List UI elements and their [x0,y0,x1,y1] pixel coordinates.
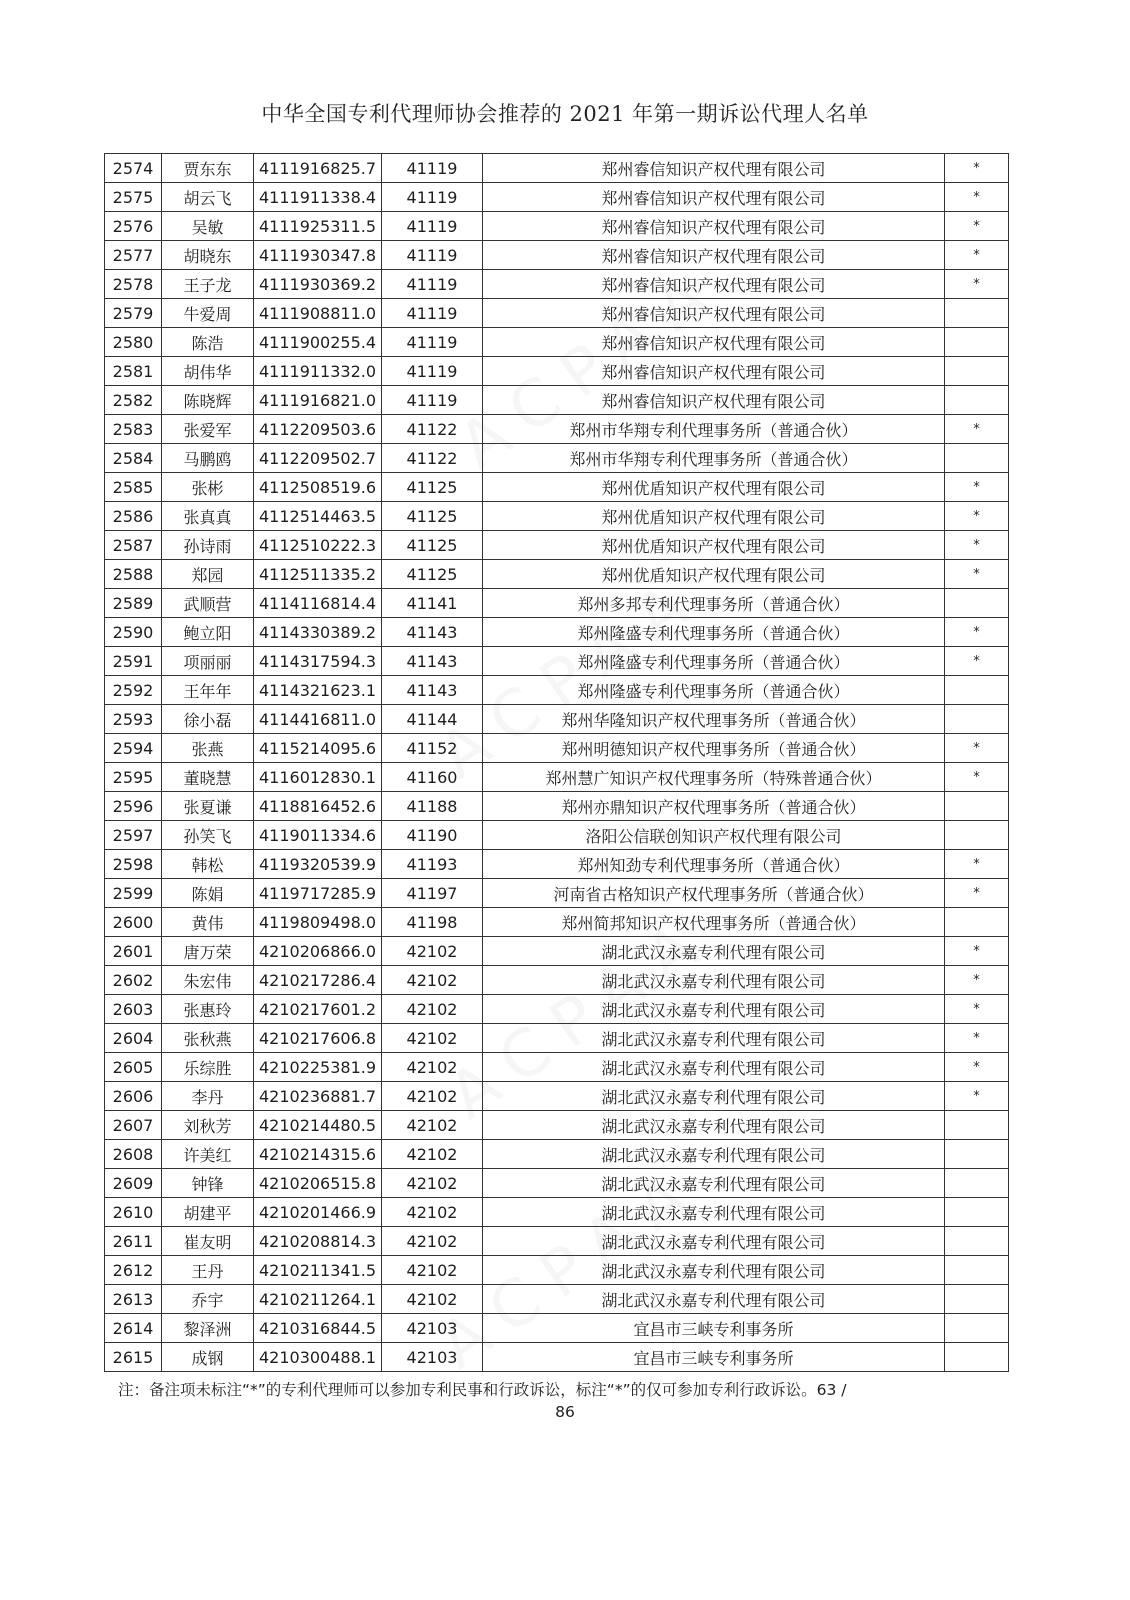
table-row [105,1343,1009,1372]
table-row [105,560,1009,589]
serial-number-cell: 2585 [105,473,162,502]
remark-cell [945,357,1009,386]
agency-code-cell: 41152 [382,734,483,763]
table-row [105,734,1009,763]
serial-number-cell: 2591 [105,647,162,676]
serial-number-cell: 2614 [105,1314,162,1343]
table-row [105,357,1009,386]
agent-name-cell: 胡伟华 [162,357,254,386]
agency-code-cell: 41125 [382,473,483,502]
agent-name-cell: 乐综胜 [162,1053,254,1082]
certificate-number-cell: 4112511335.2 [254,560,382,589]
agency-code-cell: 41119 [382,241,483,270]
agent-name-cell: 唐万荣 [162,937,254,966]
agency-code-cell: 41141 [382,589,483,618]
serial-number-cell: 2608 [105,1140,162,1169]
agent-name-cell: 郑园 [162,560,254,589]
certificate-number-cell: 4119011334.6 [254,821,382,850]
agency-code-cell: 41125 [382,560,483,589]
serial-number-cell: 2581 [105,357,162,386]
agency-code-cell: 42102 [382,1111,483,1140]
remark-cell [945,1343,1009,1372]
table-row [105,270,1009,299]
remark-cell: * [945,241,1009,270]
agency-code-cell: 41160 [382,763,483,792]
agent-name-cell: 许美红 [162,1140,254,1169]
agency-name-cell: 宜昌市三峡专利事务所 [483,1343,945,1372]
agency-code-cell: 42102 [382,1169,483,1198]
certificate-number-cell: 4114317594.3 [254,647,382,676]
certificate-number-cell: 4210214315.6 [254,1140,382,1169]
table-row [105,154,1009,183]
serial-number-cell: 2599 [105,879,162,908]
agent-name-cell: 成钢 [162,1343,254,1372]
table-row [105,850,1009,879]
agency-name-cell: 郑州多邦专利代理事务所（普通合伙） [483,589,945,618]
agency-code-cell: 41143 [382,618,483,647]
agency-name-cell: 郑州隆盛专利代理事务所（普通合伙） [483,676,945,705]
agent-name-cell: 董晓慧 [162,763,254,792]
agent-name-cell: 崔友明 [162,1227,254,1256]
agency-name-cell: 湖北武汉永嘉专利代理有限公司 [483,1140,945,1169]
agent-name-cell: 李丹 [162,1082,254,1111]
certificate-number-cell: 4210225381.9 [254,1053,382,1082]
agency-code-cell: 41188 [382,792,483,821]
agency-code-cell: 42102 [382,937,483,966]
table-row [105,386,1009,415]
agency-code-cell: 41119 [382,328,483,357]
certificate-number-cell: 4111908811.0 [254,299,382,328]
remark-cell: * [945,850,1009,879]
agency-code-cell: 41119 [382,270,483,299]
serial-number-cell: 2586 [105,502,162,531]
serial-number-cell: 2601 [105,937,162,966]
serial-number-cell: 2593 [105,705,162,734]
certificate-number-cell: 4119717285.9 [254,879,382,908]
agency-name-cell: 郑州华隆知识产权代理事务所（普通合伙） [483,705,945,734]
table-row [105,1024,1009,1053]
agency-code-cell: 42102 [382,1024,483,1053]
remark-cell [945,1256,1009,1285]
serial-number-cell: 2597 [105,821,162,850]
table-row [105,241,1009,270]
agency-name-cell: 郑州睿信知识产权代理有限公司 [483,241,945,270]
agent-name-cell: 陈浩 [162,328,254,357]
serial-number-cell: 2580 [105,328,162,357]
serial-number-cell: 2587 [105,531,162,560]
certificate-number-cell: 4111911338.4 [254,183,382,212]
remark-cell [945,1198,1009,1227]
agency-code-cell: 42102 [382,995,483,1024]
table-row [105,1082,1009,1111]
serial-number-cell: 2611 [105,1227,162,1256]
agency-code-cell: 41119 [382,154,483,183]
remark-cell [945,821,1009,850]
serial-number-cell: 2574 [105,154,162,183]
agent-name-cell: 王子龙 [162,270,254,299]
remark-cell [945,328,1009,357]
remark-cell [945,676,1009,705]
serial-number-cell: 2604 [105,1024,162,1053]
agent-name-cell: 项丽丽 [162,647,254,676]
remark-cell [945,1111,1009,1140]
agency-code-cell: 41122 [382,444,483,473]
table-row [105,1169,1009,1198]
agent-name-cell: 陈晓辉 [162,386,254,415]
serial-number-cell: 2607 [105,1111,162,1140]
remark-cell: * [945,473,1009,502]
remark-cell [945,1227,1009,1256]
agency-name-cell: 郑州优盾知识产权代理有限公司 [483,531,945,560]
agency-code-cell: 42102 [382,966,483,995]
agency-code-cell: 42102 [382,1256,483,1285]
remark-cell: * [945,531,1009,560]
remark-cell: * [945,995,1009,1024]
certificate-number-cell: 4119320539.9 [254,850,382,879]
agent-name-cell: 张燕 [162,734,254,763]
agency-code-cell: 41119 [382,299,483,328]
table-row [105,415,1009,444]
table-row [105,1227,1009,1256]
serial-number-cell: 2615 [105,1343,162,1372]
remark-cell [945,908,1009,937]
table-row [105,531,1009,560]
agent-name-cell: 张爱军 [162,415,254,444]
page-number: 86 [555,1403,575,1421]
agency-name-cell: 郑州睿信知识产权代理有限公司 [483,299,945,328]
agent-name-cell: 孙笑飞 [162,821,254,850]
agency-code-cell: 41119 [382,183,483,212]
table-row [105,1285,1009,1314]
agent-name-cell: 牛爱周 [162,299,254,328]
agency-code-cell: 41190 [382,821,483,850]
agent-name-cell: 张秋燕 [162,1024,254,1053]
remark-cell: * [945,212,1009,241]
serial-number-cell: 2579 [105,299,162,328]
agent-name-cell: 张真真 [162,502,254,531]
certificate-number-cell: 4114330389.2 [254,618,382,647]
agent-roster-table [104,153,1009,1372]
table-row [105,1053,1009,1082]
agency-name-cell: 郑州隆盛专利代理事务所（普通合伙） [483,647,945,676]
certificate-number-cell: 4119809498.0 [254,908,382,937]
agent-name-cell: 孙诗雨 [162,531,254,560]
agency-name-cell: 郑州慧广知识产权代理事务所（特殊普通合伙） [483,763,945,792]
table-row [105,763,1009,792]
agency-name-cell: 湖北武汉永嘉专利代理有限公司 [483,1082,945,1111]
certificate-number-cell: 4114321623.1 [254,676,382,705]
agency-name-cell: 湖北武汉永嘉专利代理有限公司 [483,937,945,966]
table-row [105,502,1009,531]
table-row [105,1140,1009,1169]
agency-code-cell: 41198 [382,908,483,937]
table-row [105,1111,1009,1140]
certificate-number-cell: 4210211264.1 [254,1285,382,1314]
certificate-number-cell: 4118816452.6 [254,792,382,821]
remark-cell: * [945,1024,1009,1053]
certificate-number-cell: 4112209503.6 [254,415,382,444]
agency-name-cell: 郑州市华翔专利代理事务所（普通合伙） [483,444,945,473]
serial-number-cell: 2613 [105,1285,162,1314]
certificate-number-cell: 4210214480.5 [254,1111,382,1140]
certificate-number-cell: 4111900255.4 [254,328,382,357]
agent-name-cell: 钟锋 [162,1169,254,1198]
certificate-number-cell: 4112514463.5 [254,502,382,531]
certificate-number-cell: 4112209502.7 [254,444,382,473]
table-row [105,589,1009,618]
certificate-number-cell: 4210201466.9 [254,1198,382,1227]
remark-cell: * [945,502,1009,531]
serial-number-cell: 2602 [105,966,162,995]
table-body [105,154,1009,1372]
remark-cell [945,299,1009,328]
agent-name-cell: 陈娟 [162,879,254,908]
agency-name-cell: 郑州睿信知识产权代理有限公司 [483,386,945,415]
serial-number-cell: 2578 [105,270,162,299]
serial-number-cell: 2592 [105,676,162,705]
serial-number-cell: 2594 [105,734,162,763]
table-row [105,676,1009,705]
serial-number-cell: 2582 [105,386,162,415]
serial-number-cell: 2584 [105,444,162,473]
agency-code-cell: 42102 [382,1082,483,1111]
remark-cell: * [945,560,1009,589]
certificate-number-cell: 4210217601.2 [254,995,382,1024]
agency-code-cell: 41122 [382,415,483,444]
table-row [105,618,1009,647]
agency-name-cell: 郑州睿信知识产权代理有限公司 [483,357,945,386]
agency-name-cell: 洛阳公信联创知识产权代理有限公司 [483,821,945,850]
agent-name-cell: 胡建平 [162,1198,254,1227]
table-row [105,1256,1009,1285]
table-row [105,473,1009,502]
agency-name-cell: 湖北武汉永嘉专利代理有限公司 [483,1169,945,1198]
serial-number-cell: 2590 [105,618,162,647]
serial-number-cell: 2589 [105,589,162,618]
agent-name-cell: 王年年 [162,676,254,705]
certificate-number-cell: 4210217286.4 [254,966,382,995]
agency-name-cell: 湖北武汉永嘉专利代理有限公司 [483,1256,945,1285]
agent-name-cell: 胡云飞 [162,183,254,212]
table-row [105,647,1009,676]
table-row [105,995,1009,1024]
agency-name-cell: 郑州睿信知识产权代理有限公司 [483,154,945,183]
certificate-number-cell: 4112508519.6 [254,473,382,502]
table-row [105,705,1009,734]
remark-cell [945,1285,1009,1314]
agency-code-cell: 41197 [382,879,483,908]
agency-code-cell: 42102 [382,1285,483,1314]
page-title: 中华全国专利代理师协会推荐的 2021 年第一期诉讼代理人名单 [261,102,869,126]
remark-cell [945,444,1009,473]
remark-cell: * [945,763,1009,792]
serial-number-cell: 2610 [105,1198,162,1227]
certificate-number-cell: 4210300488.1 [254,1343,382,1372]
agency-code-cell: 41119 [382,357,483,386]
remark-cell [945,705,1009,734]
agency-code-cell: 42102 [382,1140,483,1169]
agent-name-cell: 胡晓东 [162,241,254,270]
table-row [105,328,1009,357]
table-row [105,792,1009,821]
agency-name-cell: 宜昌市三峡专利事务所 [483,1314,945,1343]
certificate-number-cell: 4114116814.4 [254,589,382,618]
agency-name-cell: 郑州简邦知识产权代理事务所（普通合伙） [483,908,945,937]
agency-name-cell: 郑州明德知识产权代理事务所（普通合伙） [483,734,945,763]
serial-number-cell: 2598 [105,850,162,879]
remark-cell: * [945,270,1009,299]
serial-number-cell: 2588 [105,560,162,589]
agency-name-cell: 湖北武汉永嘉专利代理有限公司 [483,1111,945,1140]
agency-name-cell: 湖北武汉永嘉专利代理有限公司 [483,1285,945,1314]
table-row [105,212,1009,241]
serial-number-cell: 2576 [105,212,162,241]
remark-cell: * [945,154,1009,183]
table-row [105,966,1009,995]
remark-cell: * [945,966,1009,995]
agent-name-cell: 朱宏伟 [162,966,254,995]
agent-name-cell: 张惠玲 [162,995,254,1024]
agent-name-cell: 张夏谦 [162,792,254,821]
remark-cell: * [945,734,1009,763]
agency-code-cell: 41144 [382,705,483,734]
certificate-number-cell: 4210217606.8 [254,1024,382,1053]
agency-name-cell: 郑州睿信知识产权代理有限公司 [483,183,945,212]
serial-number-cell: 2605 [105,1053,162,1082]
remark-cell: * [945,618,1009,647]
agency-name-cell: 湖北武汉永嘉专利代理有限公司 [483,966,945,995]
agency-code-cell: 41119 [382,386,483,415]
agency-code-cell: 42102 [382,1227,483,1256]
certificate-number-cell: 4210211341.5 [254,1256,382,1285]
certificate-number-cell: 4115214095.6 [254,734,382,763]
certificate-number-cell: 4210206515.8 [254,1169,382,1198]
table-row [105,1198,1009,1227]
agency-name-cell: 湖北武汉永嘉专利代理有限公司 [483,995,945,1024]
certificate-number-cell: 4210316844.5 [254,1314,382,1343]
agency-name-cell: 郑州市华翔专利代理事务所（普通合伙） [483,415,945,444]
remark-cell: * [945,1053,1009,1082]
remark-cell [945,1169,1009,1198]
agency-name-cell: 郑州睿信知识产权代理有限公司 [483,270,945,299]
agent-name-cell: 黎泽洲 [162,1314,254,1343]
agency-name-cell: 郑州隆盛专利代理事务所（普通合伙） [483,618,945,647]
table-row [105,908,1009,937]
agency-name-cell: 郑州知劲专利代理事务所（普通合伙） [483,850,945,879]
table-row [105,821,1009,850]
table-row [105,1314,1009,1343]
remark-cell [945,1140,1009,1169]
serial-number-cell: 2609 [105,1169,162,1198]
certificate-number-cell: 4111916825.7 [254,154,382,183]
certificate-number-cell: 4111930347.8 [254,241,382,270]
agency-name-cell: 湖北武汉永嘉专利代理有限公司 [483,1198,945,1227]
serial-number-cell: 2595 [105,763,162,792]
remark-cell: * [945,879,1009,908]
agency-name-cell: 郑州优盾知识产权代理有限公司 [483,560,945,589]
agent-name-cell: 徐小磊 [162,705,254,734]
remark-cell [945,1314,1009,1343]
table-row [105,299,1009,328]
agency-name-cell: 湖北武汉永嘉专利代理有限公司 [483,1227,945,1256]
agency-code-cell: 41143 [382,647,483,676]
agency-name-cell: 湖北武汉永嘉专利代理有限公司 [483,1024,945,1053]
agency-name-cell: 郑州优盾知识产权代理有限公司 [483,473,945,502]
agency-name-cell: 湖北武汉永嘉专利代理有限公司 [483,1053,945,1082]
certificate-number-cell: 4112510222.3 [254,531,382,560]
table-row [105,937,1009,966]
agency-code-cell: 42103 [382,1314,483,1343]
serial-number-cell: 2596 [105,792,162,821]
agency-name-cell: 郑州优盾知识产权代理有限公司 [483,502,945,531]
certificate-number-cell: 4210208814.3 [254,1227,382,1256]
certificate-number-cell: 4210206866.0 [254,937,382,966]
serial-number-cell: 2577 [105,241,162,270]
serial-number-cell: 2600 [105,908,162,937]
remark-cell: * [945,415,1009,444]
agency-name-cell: 郑州睿信知识产权代理有限公司 [483,212,945,241]
agent-name-cell: 黄伟 [162,908,254,937]
remark-cell [945,386,1009,415]
agency-code-cell: 41125 [382,531,483,560]
serial-number-cell: 2612 [105,1256,162,1285]
certificate-number-cell: 4111911332.0 [254,357,382,386]
agent-name-cell: 王丹 [162,1256,254,1285]
agency-code-cell: 41119 [382,212,483,241]
serial-number-cell: 2575 [105,183,162,212]
agent-name-cell: 张彬 [162,473,254,502]
certificate-number-cell: 4116012830.1 [254,763,382,792]
serial-number-cell: 2603 [105,995,162,1024]
agent-name-cell: 吴敏 [162,212,254,241]
serial-number-cell: 2583 [105,415,162,444]
agency-name-cell: 郑州睿信知识产权代理有限公司 [483,328,945,357]
agent-name-cell: 乔宇 [162,1285,254,1314]
remark-cell: * [945,937,1009,966]
remark-cell: * [945,1082,1009,1111]
certificate-number-cell: 4114416811.0 [254,705,382,734]
agency-code-cell: 41125 [382,502,483,531]
agency-name-cell: 郑州亦鼎知识产权代理事务所（普通合伙） [483,792,945,821]
table-row [105,183,1009,212]
serial-number-cell: 2606 [105,1082,162,1111]
certificate-number-cell: 4111925311.5 [254,212,382,241]
agency-name-cell: 河南省古格知识产权代理事务所（普通合伙） [483,879,945,908]
remark-cell: * [945,647,1009,676]
agency-code-cell: 42103 [382,1343,483,1372]
certificate-number-cell: 4210236881.7 [254,1082,382,1111]
agency-code-cell: 42102 [382,1198,483,1227]
agent-name-cell: 刘秋芳 [162,1111,254,1140]
remark-cell: * [945,183,1009,212]
agent-name-cell: 武顺营 [162,589,254,618]
certificate-number-cell: 4111930369.2 [254,270,382,299]
agent-name-cell: 鲍立阳 [162,618,254,647]
certificate-number-cell: 4111916821.0 [254,386,382,415]
agent-name-cell: 贾东东 [162,154,254,183]
footnote: 注：备注项未标注“*”的专利代理师可以参加专利民事和行政诉讼，标注“*”的仅可参加专利行政诉讼。63 / [118,1381,847,1399]
agent-name-cell: 韩松 [162,850,254,879]
remark-cell [945,792,1009,821]
table-row [105,879,1009,908]
agent-name-cell: 马鹏鸥 [162,444,254,473]
agency-code-cell: 41193 [382,850,483,879]
agency-code-cell: 41143 [382,676,483,705]
table-row [105,444,1009,473]
remark-cell [945,589,1009,618]
agency-code-cell: 42102 [382,1053,483,1082]
